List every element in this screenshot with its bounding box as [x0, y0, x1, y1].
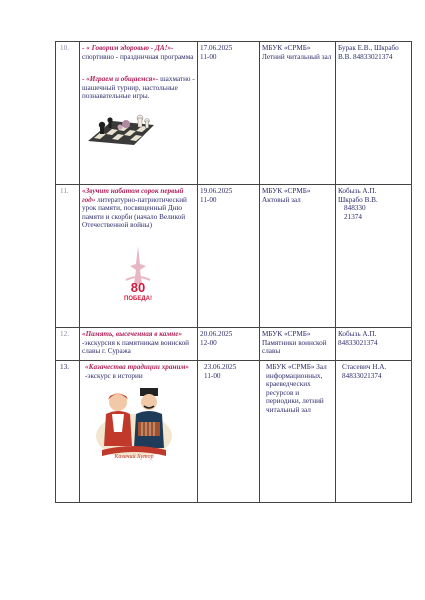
place-cell: МБУК «СРМБ» Актовый зал [260, 185, 336, 328]
event-title: - « Говорим здоровью - ДА!»- [82, 44, 174, 52]
events-table [55, 41, 412, 503]
illustration-caption: Казачий Хутор [114, 453, 154, 460]
chess-board-image [82, 107, 195, 150]
place-cell: МБУК «СРМБ» Летний читальный зал [260, 42, 336, 185]
date-cell [198, 328, 260, 361]
event-description: шахматно - шашечный турнир, настольные познавательные игры. [82, 75, 195, 101]
date-cell [198, 361, 260, 503]
event-date: 19.06.2025 [200, 187, 233, 195]
event-date: 20.06.2025 [200, 330, 233, 338]
event-title: «Звучит набатом сорок первый год» [82, 187, 184, 204]
cossack-couple-illustration [82, 386, 195, 461]
event-date: 23.06.2025 [204, 363, 237, 371]
svg-text:ПОБЕДА!: ПОБЕДА! [124, 295, 152, 302]
row-number: 12. [56, 328, 80, 361]
table-row [56, 328, 412, 361]
responsible-line: 21374 [344, 212, 362, 221]
place-cell: МБУК «СРМБ» Зал информационных, краеведческих ресурсов и периодики, летний читальный зал [260, 361, 336, 503]
row-number: 11. [56, 185, 80, 328]
event-time: 12-00 [200, 338, 217, 347]
place-cell: МБУК «СРМБ» Памятники воинской славы [260, 328, 336, 361]
date-cell [198, 42, 260, 185]
event-time: 11-00 [204, 371, 221, 380]
victory-80-emblem [82, 244, 195, 307]
responsible-line: Кобызь А.П. [338, 187, 377, 195]
event-time: 11-00 [200, 195, 217, 204]
event-description: -экскурс в истории [85, 371, 143, 380]
event-cell [80, 328, 198, 361]
event-description: -экскурсия к памятникам воинской славы г. Суража [82, 338, 190, 356]
responsible-cell: Кобызь А.П. 84833021374 [336, 328, 412, 361]
event-time: 11-00 [200, 52, 217, 61]
responsible-cell: Бурак Е.В., Шкрабо В.В. 84833021374 [336, 42, 412, 185]
event-title: «Память, высеченная в камне» [82, 330, 183, 338]
event-description: спортивно - праздничная программа [82, 52, 194, 61]
table-row [56, 185, 412, 328]
event-date: 17.06.2025 [200, 44, 233, 52]
responsible-line: 848330 [344, 204, 366, 213]
table-row [56, 42, 412, 185]
svg-text:80: 80 [130, 279, 146, 295]
event-description: литературно-патриотический урок памяти, посвященный Дню памяти и скорби (начало Великой Отечественной войны) [82, 195, 187, 230]
responsible-cell [336, 185, 412, 328]
event-title: - «Играем и общаемся»- [82, 75, 159, 84]
row-number: 10. [56, 42, 80, 185]
event-cell [80, 42, 198, 185]
event-cell [80, 185, 198, 328]
event-cell [80, 361, 198, 503]
responsible-cell: Стасевич Н.А. 84833021374 [336, 361, 412, 503]
date-cell [198, 185, 260, 328]
event-title: «Казачества традиции храним» [85, 363, 189, 371]
responsible-line: Шкрабо В.В. [338, 195, 378, 204]
row-number: 13. [56, 361, 80, 503]
table-row [56, 361, 412, 503]
